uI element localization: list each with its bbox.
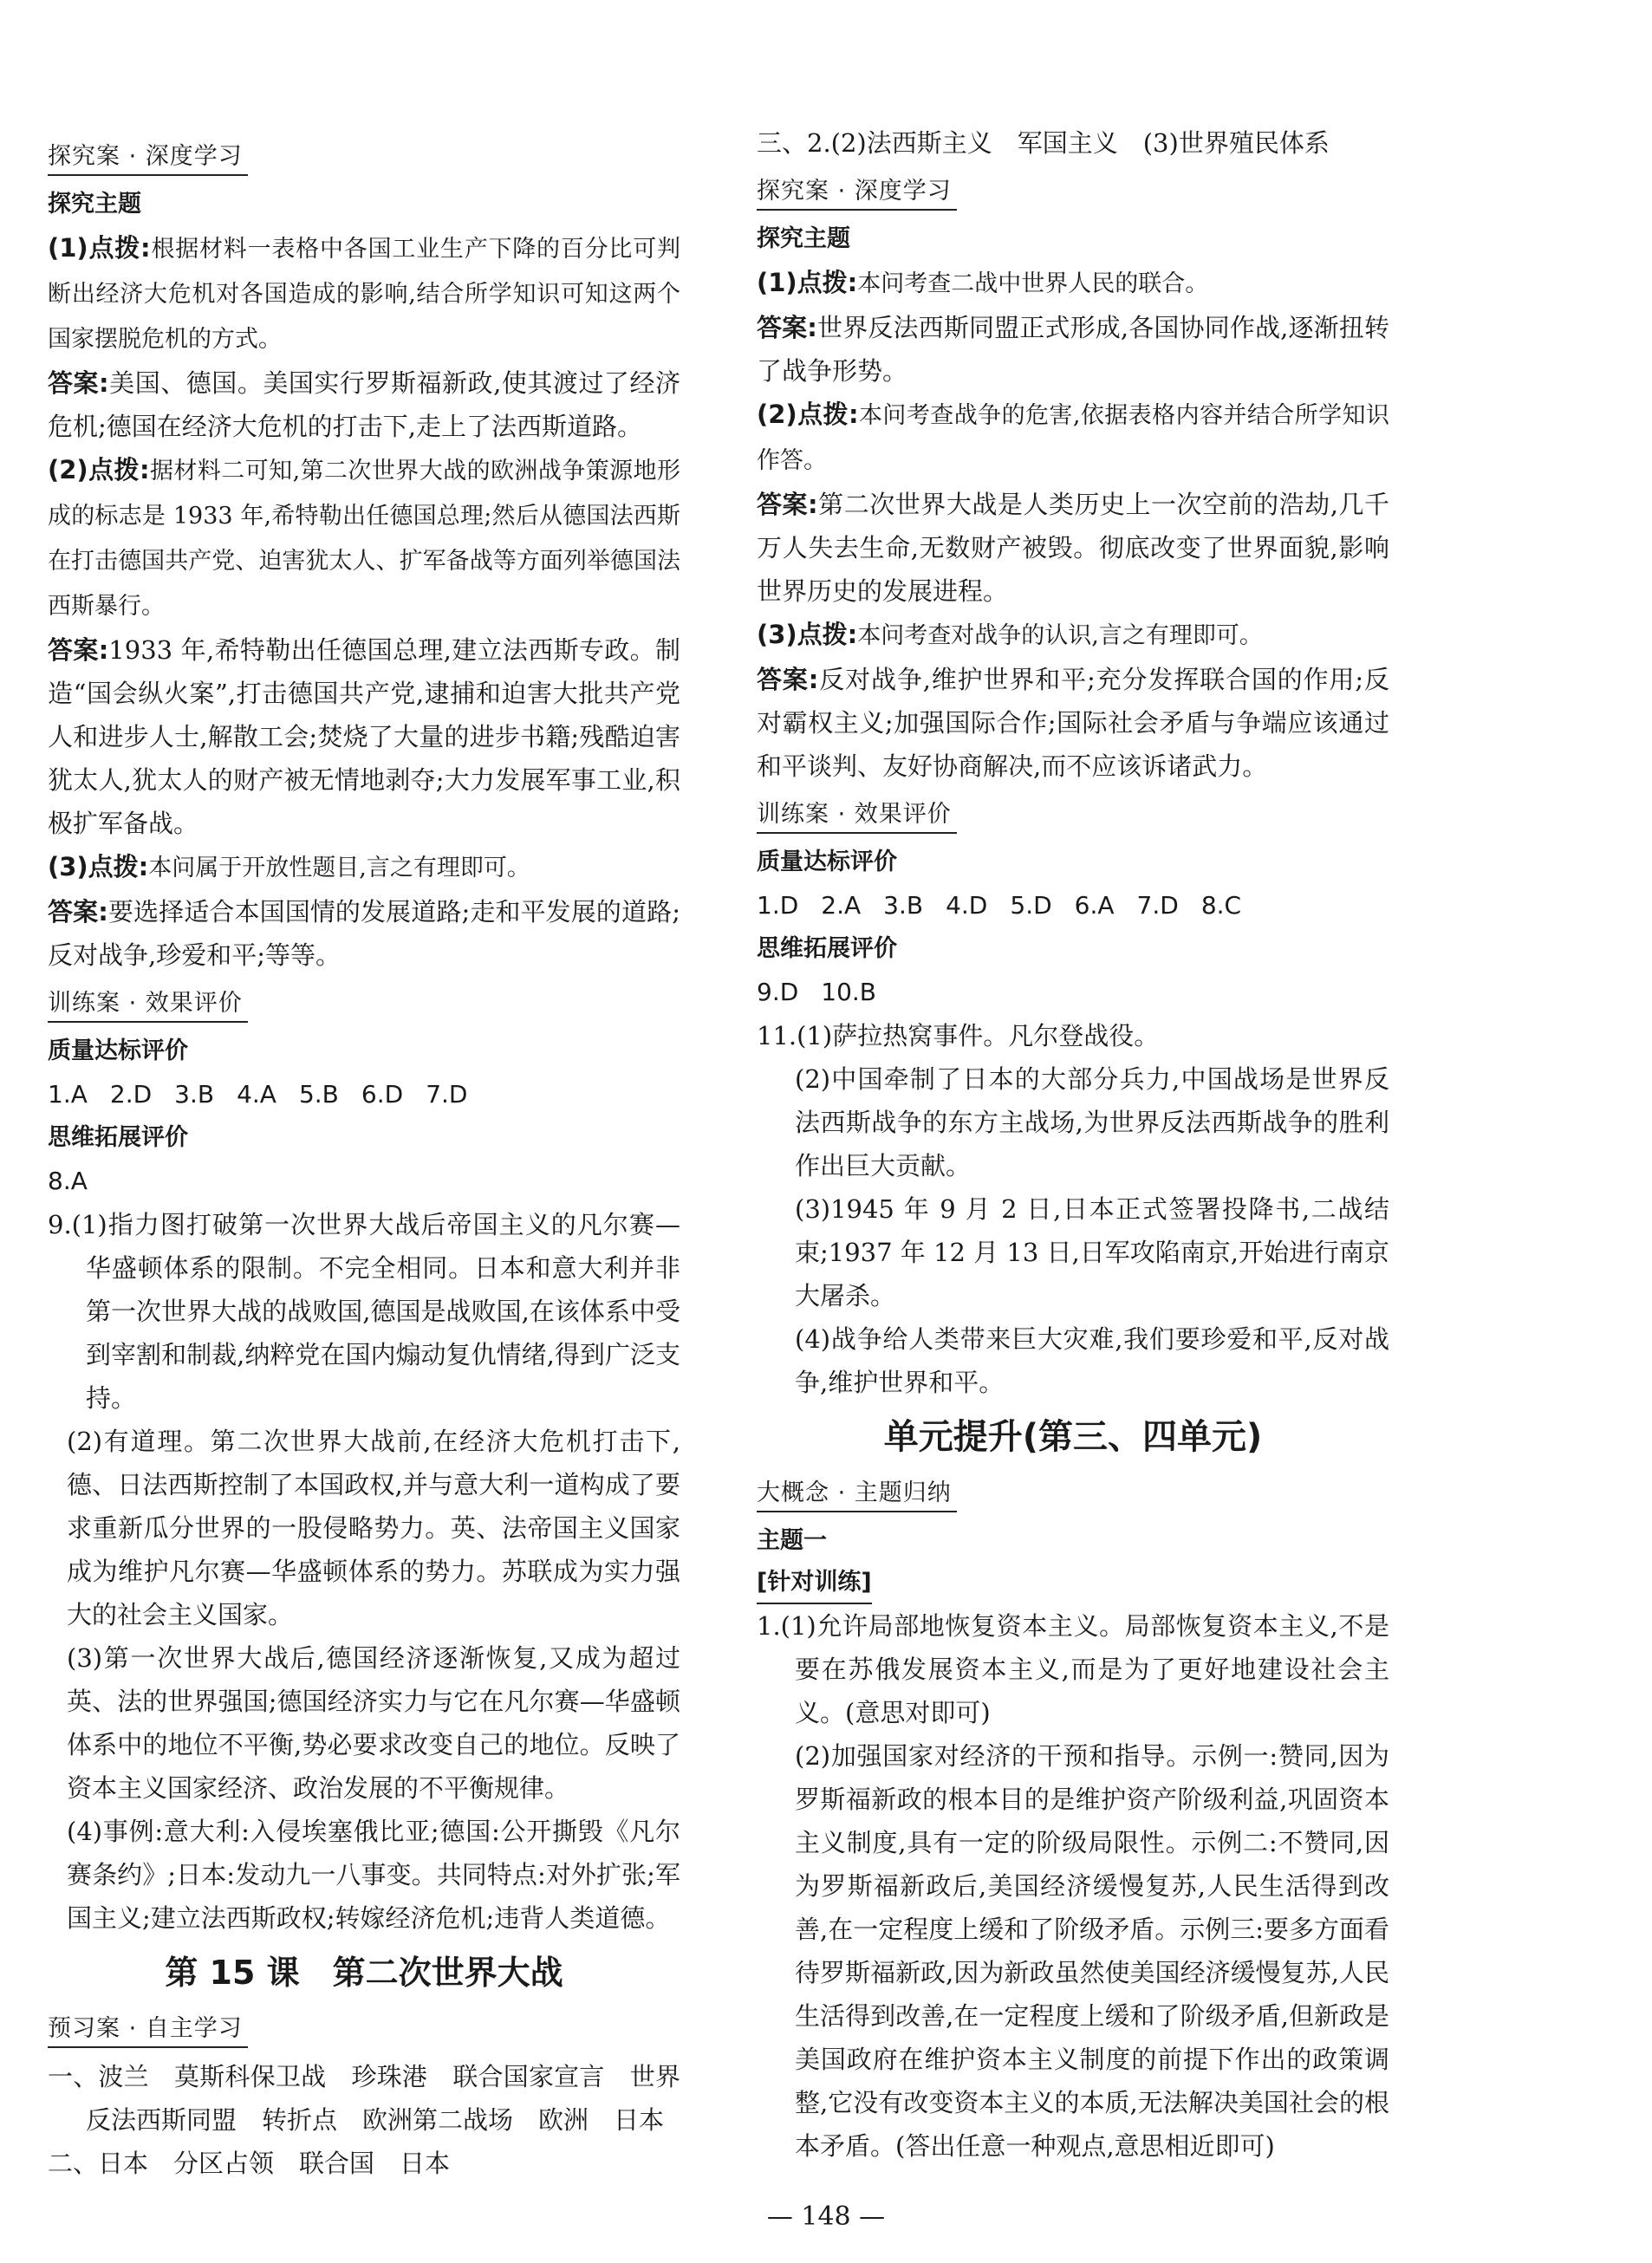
answer-paragraph: 答案:1933 年,希特勒出任德国总理,建立法西斯专政。制造“国会纵火案”,打击德国共产党,逮捕和迫害大批共产党人和进步人士,解散工会;焚烧了大量的进步书籍;残酷迫害犹太人,犹太人的财产被无情地剥夺;大力发展军事工业,积极扩军备战。 bbox=[48, 635, 680, 838]
practice-heading: [针对训练] bbox=[757, 1563, 872, 1604]
hint-paragraph: (3)点拨:本问属于开放性题目,言之有理即可。 bbox=[48, 852, 530, 881]
page-number: — 148 — bbox=[766, 2201, 886, 2232]
answer-item: 4.A bbox=[237, 1080, 276, 1109]
answer-paragraph: 答案:美国、德国。美国实行罗斯福新政,使其渡过了经济危机;德国在经济大危机的打击下,走上了法西斯道路。 bbox=[48, 368, 680, 441]
answer-item: 2.A bbox=[821, 891, 862, 920]
q9-part2: (2)有道理。第二次世界大战前,在经济大危机打击下,德、日法西斯控制了本国政权,并与意大利一道构成了要求重新瓜分世界的一股侵略势力。英、法帝国主义国家成为维护凡尔赛—华盛顿体系的势力。苏联成为实力强大的社会主义国家。 bbox=[67, 1427, 680, 1629]
q11-part2: (2)中国牵制了日本的大部分兵力,中国战场是世界反法西斯战争的东方主战场,为世界反法西斯战争的胜利作出巨大贡献。 bbox=[795, 1064, 1389, 1180]
answer-item: 4.D bbox=[946, 891, 988, 920]
section-tag-explore: 探究案 · 深度学习 bbox=[757, 172, 957, 211]
answer-item: 8.A bbox=[48, 1167, 88, 1195]
practice-item-2: (2)加强国家对经济的干预和指导。示例一:赞同,因为罗斯福新政的根本目的是维护资产阶级利益,巩固资本主义制度,具有一定的阶级局限性。示例二:不赞同,因为罗斯福新政后,美国经济缓慢复苏,人民生活得到改善,在一定程度上缓和了阶级矛盾。示例三:要多方面看待罗斯福新政,因为新政虽然使美国经济缓慢复苏,人民生活得到改善,在一定程度上缓和了阶级矛盾,但新政是美国政府在维护资本主义制度的前提下作出的政策调整,它没有改变资本主义的本质,无法解决美国社会的根本矛盾。(答出任意一种观点,意思相近即可) bbox=[795, 1741, 1389, 2161]
quality-heading: 质量达标评价 bbox=[757, 849, 897, 875]
topic-heading: 探究主题 bbox=[757, 225, 850, 252]
section-tag-preview: 预习案 · 自主学习 bbox=[48, 2009, 248, 2048]
quality-answers bbox=[757, 884, 1389, 927]
section-tag-train: 训练案 · 效果评价 bbox=[757, 795, 957, 834]
answer-item: 8.C bbox=[1200, 891, 1242, 920]
answer-item: 10.B bbox=[821, 978, 877, 1006]
thinking-heading: 思维拓展评价 bbox=[48, 1124, 188, 1151]
preview-item-2: 二、日本 分区占领 联合国 日本 bbox=[48, 2149, 451, 2178]
answer-paragraph: 答案:要选择适合本国国情的发展道路;走和平发展的道路;反对战争,珍爱和平;等等。 bbox=[48, 897, 680, 970]
hint-paragraph: (1)点拨:根据材料一表格中各国工业生产下降的百分比可判断出经济大危机对各国造成的影响,结合所学知识可知这两个国家摆脱危机的方式。 bbox=[48, 233, 680, 353]
answer-item: 6.A bbox=[1074, 891, 1115, 920]
unit-title: 单元提升(第三、四单元) bbox=[883, 1417, 1263, 1457]
answer-item: 9.D bbox=[757, 978, 799, 1006]
hint-paragraph: (1)点拨:本问考查二战中世界人民的联合。 bbox=[757, 268, 1209, 297]
answer-item: 2.D bbox=[109, 1080, 153, 1109]
topic-heading: 探究主题 bbox=[48, 191, 141, 218]
answer-item: 6.D bbox=[361, 1080, 404, 1109]
theme-heading: 主题一 bbox=[757, 1527, 827, 1554]
thinking-answers bbox=[757, 971, 1389, 1014]
hint-paragraph: (2)点拨:据材料二可知,第二次世界大战的欧洲战争策源地形成的标志是 1933 年,希特勒出任德国总理;然后从德国法西斯在打击德国共产党、迫害犹太人、扩军备战等方面列举德国法西斯暴行。 bbox=[48, 455, 680, 620]
answer-item: 3.B bbox=[883, 891, 924, 920]
answer-item: 5.D bbox=[1010, 891, 1052, 920]
quality-heading: 质量达标评价 bbox=[48, 1037, 188, 1064]
q9-part4: (4)事例:意大利:入侵埃塞俄比亚;德国:公开撕毁《凡尔赛条约》;日本:发动九一八事变。共同特点:对外扩张;军国主义;建立法西斯政权;转嫁经济危机;违背人类道德。 bbox=[67, 1817, 680, 1933]
q9-part1: 9.(1)指力图打破第一次世界大战后帝国主义的凡尔赛—华盛顿体系的限制。不完全相同。日本和意大利并非第一次世界大战的战败国,德国是战败国,在该体系中受到宰割和制裁,纳粹党在国内煽动复仇情绪,得到广泛支持。 bbox=[48, 1210, 680, 1413]
answer-paragraph: 答案:反对战争,维护世界和平;充分发挥联合国的作用;反对霸权主义;加强国际合作;国际社会矛盾与争端应该通过和平谈判、友好协商解决,而不应该诉诸武力。 bbox=[757, 665, 1389, 781]
section-tag-train: 训练案 · 效果评价 bbox=[48, 984, 248, 1023]
answer-item: 7.D bbox=[1136, 891, 1179, 920]
answer-item: 5.B bbox=[298, 1080, 339, 1109]
lesson-title: 第 15 课 第二次世界大战 bbox=[165, 1954, 563, 1992]
section-tag-concept: 大概念 · 主题归纳 bbox=[757, 1473, 957, 1512]
q11-part1: 11.(1)萨拉热窝事件。凡尔登战役。 bbox=[757, 1021, 1160, 1050]
answer-paragraph: 答案:世界反法西斯同盟正式形成,各国协同作战,逐渐扭转了战争形势。 bbox=[757, 313, 1389, 386]
thinking-answers bbox=[48, 1160, 680, 1203]
hint-paragraph: (2)点拨:本问考查战争的危害,依据表格内容并结合所学知识作答。 bbox=[757, 400, 1389, 474]
answer-item: 7.D bbox=[426, 1080, 468, 1109]
q11-part4: (4)战争给人类带来巨大灾难,我们要珍爱和平,反对战争,维护世界和平。 bbox=[795, 1324, 1389, 1397]
section-tag-explore: 探究案 · 深度学习 bbox=[48, 137, 248, 176]
answer-item: 1.A bbox=[48, 1080, 88, 1109]
preview-item-3: 三、2.(2)法西斯主义 军国主义 (3)世界殖民体系 bbox=[757, 128, 1330, 158]
practice-item-1: 1.(1)允许局部地恢复资本主义。局部恢复资本主义,不是要在苏俄发展资本主义,而是为了更好地建设社会主义。(意思对即可) bbox=[757, 1611, 1389, 1727]
thinking-heading: 思维拓展评价 bbox=[757, 935, 897, 962]
preview-item-1: 一、波兰 莫斯科保卫战 珍珠港 联合国家宣言 世界反法西斯同盟 转折点 欧洲第二战场 欧洲 日本 bbox=[48, 2062, 680, 2135]
q9-part3: (3)第一次世界大战后,德国经济逐渐恢复,又成为超过英、法的世界强国;德国经济实力与它在凡尔赛—华盛顿体系中的地位不平衡,势必要求改变自己的地位。反映了资本主义国家经济、政治发展的不平衡规律。 bbox=[67, 1643, 680, 1803]
answer-item: 1.D bbox=[757, 891, 799, 920]
left-column bbox=[48, 130, 680, 2185]
right-column bbox=[757, 121, 1389, 2168]
hint-paragraph: (3)点拨:本问考查对战争的认识,言之有理即可。 bbox=[757, 620, 1263, 649]
answer-paragraph: 答案:第二次世界大战是人类历史上一次空前的浩劫,几千万人失去生命,无数财产被毁。彻底改变了世界面貌,影响世界历史的发展进程。 bbox=[757, 490, 1389, 606]
q11-part3: (3)1945 年 9 月 2 日,日本正式签署投降书,二战结束;1937 年 12 月 13 日,日军攻陷南京,开始进行南京大屠杀。 bbox=[795, 1194, 1389, 1310]
quality-answers bbox=[48, 1073, 680, 1116]
answer-item: 3.B bbox=[174, 1080, 215, 1109]
